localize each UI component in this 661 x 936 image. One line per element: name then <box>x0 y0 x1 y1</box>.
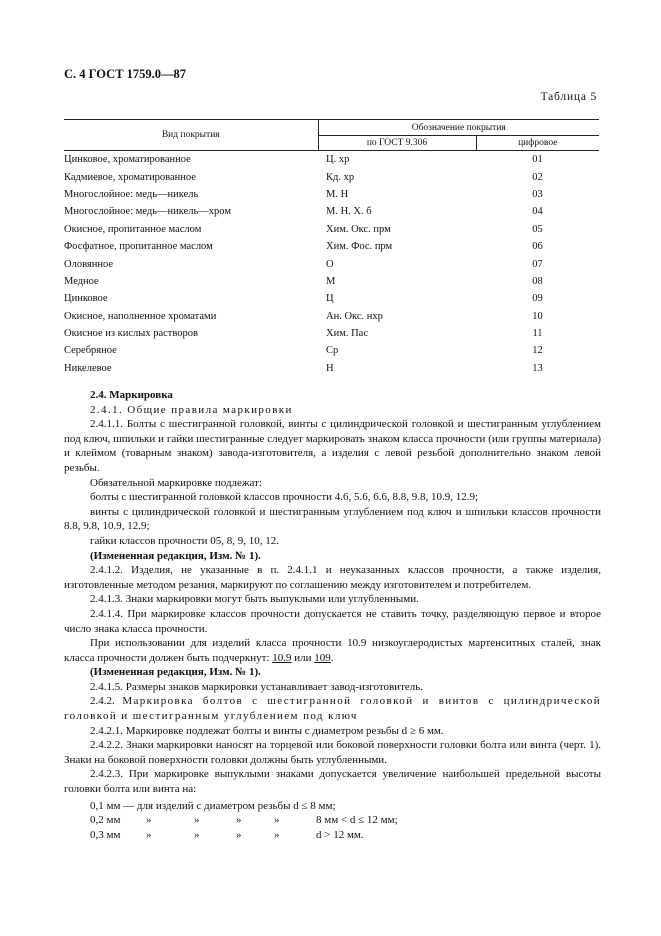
coatings-table <box>64 119 599 377</box>
paragraph: 2.4.1.3. Знаки маркировки могут быть выпуклыми или углубленными. <box>90 593 419 606</box>
list-item: 0,1 мм — для изделий с диаметром резьбы d ≤ 8 мм; <box>90 799 336 812</box>
paragraph: 2.4.2.2. Знаки маркировки наносят на торцевой или боковой поверхности головки болта или винта (черт. 1). Знаки на боковой поверхности головки должны быть углубленными. <box>64 739 601 766</box>
underlined-class-mark: 109 <box>314 651 331 664</box>
height-increase-list <box>90 799 601 843</box>
table-row: Многослойное: медь—никель—хром М. Н. Х. б 04 <box>64 206 543 218</box>
subsection-heading: 2.4.1. Общие правила маркировки <box>90 403 293 416</box>
col-header-designation: Обозначение покрытия <box>318 120 599 136</box>
paragraph: 2.4.1.2. Изделия, не указанные в п. 2.4.1.1 и неуказанных классов прочности, а также изделия, изготовленные методом резания, маркируют по соглашению между изготовителем и потребителем. <box>64 564 601 591</box>
table-row: Многослойное: медь—никель М. Н 03 <box>64 188 543 200</box>
table-row: Оловянное О 07 <box>64 258 543 270</box>
table-row: Кадмиевое, хроматированное Кд. хр 02 <box>64 171 543 183</box>
table-label: Таблица 5 <box>540 91 597 103</box>
table-row: Окисное, пропитанное маслом Хим. Окс. прм 05 <box>64 223 543 235</box>
list-item: 0,2 мм » » » » 8 мм < d ≤ 12 мм; <box>90 814 398 827</box>
paragraph: 2.4.1.1. Болты с шестигранной головкой, винты с цилиндрической головкой и шестигранным углублением под ключ, шпильки и гайки шестигранные следует маркировать знаком класса прочности (или группы материала) и клеймом (товарным знаком) завода-изготовителя, а изделия с левой резьбой дополнительно знаком левой резьбы. <box>64 418 601 474</box>
paragraph: гайки классов прочности 05, 8, 9, 10, 12. <box>90 534 280 547</box>
table-row: Окисное из кислых растворов Хим. Пас 11 <box>64 328 543 340</box>
revision-note: (Измененная редакция, Изм. № 1). <box>90 549 261 562</box>
paragraph: 2.4.2.3. При маркировке выпуклыми знаками допускается увеличение наибольшей предельной высоты головки болта или винта на: <box>64 768 601 796</box>
table-row: Фосфатное, пропитанное маслом Хим. Фос. прм 06 <box>64 241 543 253</box>
list-item: 0,3 мм » » » » d > 12 мм. <box>90 828 364 841</box>
paragraph: 2.4.1.5. Размеры знаков маркировки устанавливает завод-изготовитель. <box>90 680 424 693</box>
table-row: Медное М 08 <box>64 275 543 287</box>
table-row: Цинковое Ц 09 <box>64 293 543 305</box>
paragraph: 2.4.1.4. При маркировке классов прочности допускается не ставить точку, разделяющую первое и второе число знака класса прочности. <box>64 607 601 635</box>
section-heading: 2.4. Маркировка <box>90 389 173 401</box>
table-body <box>64 151 599 378</box>
paragraph: винты с цилиндрической головкой и шестигранным углублением под ключ и шпильки классов прочности 8.8, 9.8, 10.9, 12.9; <box>64 505 601 533</box>
subsection-heading: 2.4.2. Маркировка болтов с шестигранной головкой и винтов с цилиндрической головкой и шестигранным углублением под ключ <box>64 695 601 723</box>
col-header-type: Вид покрытия <box>64 120 318 151</box>
table-row: Серебряное Ср 12 <box>64 345 543 357</box>
body-text <box>64 388 601 842</box>
underlined-class-mark: 10.9 <box>272 651 292 664</box>
table-row: Никелевое Н 13 <box>64 362 543 374</box>
page-header: С. 4 ГОСТ 1759.0—87 <box>64 67 187 81</box>
col-header-digital: цифровое <box>476 136 599 151</box>
paragraph: 2.4.2.1. Маркировке подлежат болты и винты с диаметром резьбы d ≥ 6 мм. <box>90 724 444 737</box>
table-row: Цинковое, хроматированное Ц. хр 01 <box>64 154 543 166</box>
paragraph: Обязательной маркировке подлежат: <box>90 476 262 489</box>
col-header-gost: по ГОСТ 9.306 <box>318 136 476 151</box>
paragraph: При использовании для изделий класса прочности 10.9 низкоуглеродистых мартенситных сталей, знак класса прочности должен быть подчеркнут: 10.9 или 109. <box>64 637 601 664</box>
paragraph: болты с шестигранной головкой классов прочности 4.6, 5.6, 6.6, 8.8, 9.8, 10.9, 12.9; <box>90 491 479 504</box>
revision-note: (Измененная редакция, Изм. № 1). <box>90 666 261 679</box>
table-row: Окисное, наполненное хроматами Ан. Окс. нхр 10 <box>64 310 543 322</box>
